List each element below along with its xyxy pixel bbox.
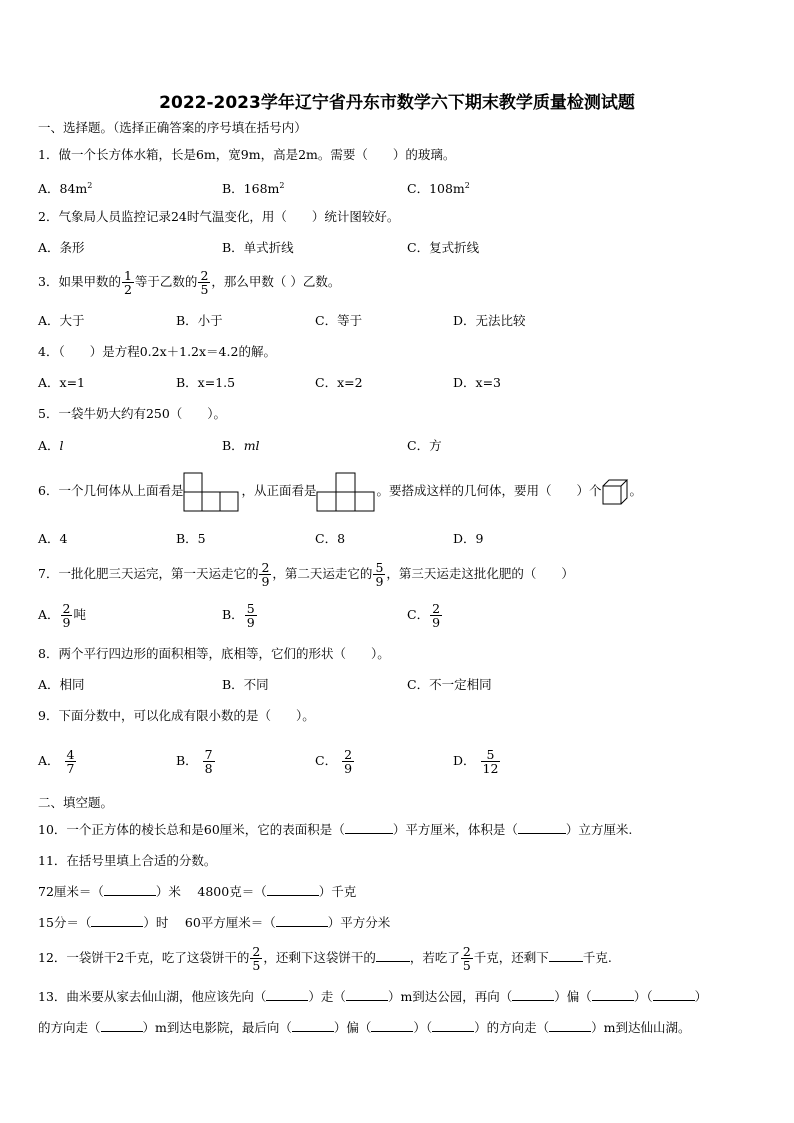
q4-option-d: D．x=3 — [453, 375, 501, 390]
q12-blank-2[interactable] — [549, 949, 583, 962]
q1-option-b — [222, 177, 285, 198]
q7-c-den: 9 — [432, 615, 441, 630]
q7-c-num: 2 — [432, 601, 441, 616]
question-12 — [38, 943, 612, 973]
q11-l2b: ）时 60平方厘米＝（ — [143, 915, 276, 930]
question-13-line-2 — [38, 1019, 691, 1037]
q13-l2f: ）m到达仙山湖。 — [591, 1020, 691, 1035]
q7-c-pre: C． — [407, 607, 430, 622]
q13-blank-7[interactable] — [292, 1019, 334, 1032]
cube-icon — [602, 479, 630, 505]
q1-option-b-text: B．168m — [222, 181, 280, 197]
q13-l1c: ）m到达公园，再向（ — [387, 989, 513, 1004]
q9-a-fraction — [65, 748, 77, 775]
q9-b-den: 8 — [204, 761, 213, 776]
q7-option-c — [407, 600, 443, 630]
q2-option-a: A．条形 — [38, 240, 85, 255]
q6-mid: ，从正面看是 — [241, 483, 317, 498]
question-10 — [38, 821, 632, 839]
q1-option-a — [38, 177, 92, 198]
q13-l1b: ）走（ — [308, 989, 346, 1004]
question-9: 9．下面分数中，可以化成有限小数的是（ ）。 — [38, 708, 315, 723]
q12-mid2: ，若吃了 — [409, 950, 460, 965]
q5-option-c: C．方 — [407, 438, 442, 453]
q3-f2-num: 2 — [200, 268, 209, 283]
q1-option-a-sup: 2 — [87, 181, 93, 190]
question-4: 4．（ ）是方程0.2x＋1.2x＝4.2的解。 — [38, 344, 276, 359]
q9-b-fraction — [203, 748, 215, 775]
q12-f1-num: 2 — [252, 944, 261, 959]
q7-b-pre: B． — [222, 607, 244, 622]
q8-option-a: A．相同 — [38, 677, 85, 692]
q11-l1b: ）米 4800克＝（ — [155, 884, 267, 899]
question-2: 2．气象局人员监控记录24时气温变化，用（ ）统计图较好。 — [38, 209, 400, 224]
q5-a-unit: l — [59, 438, 64, 453]
q3-mid: 等于乙数的 — [134, 274, 198, 289]
q12-f2-den: 5 — [462, 958, 471, 973]
q7-a-unit: 吨 — [73, 607, 86, 622]
q3-post: ，那么甲数（ ）乙数。 — [211, 274, 341, 289]
q1-option-c-text: C．108m — [407, 181, 465, 197]
q13-l2a: 的方向走（ — [38, 1020, 101, 1035]
q4-option-b: B．x=1.5 — [176, 375, 236, 390]
q3-f2-den: 5 — [200, 282, 209, 297]
q11-line-2 — [38, 914, 390, 932]
q7-option-b — [222, 600, 258, 630]
q9-d-fraction — [481, 748, 501, 775]
q7-mid: ，第二天运走它的 — [272, 566, 373, 581]
q12-fraction-2 — [461, 945, 473, 972]
q11-l1c: ）千克 — [318, 884, 357, 899]
front-view-figure — [316, 472, 376, 512]
q12-post: 千克. — [582, 950, 612, 965]
q12-blank-1[interactable] — [376, 949, 410, 962]
q9-b-pre: B． — [176, 753, 198, 768]
q13-blank-8[interactable] — [371, 1019, 413, 1032]
q13-blank-9[interactable] — [432, 1019, 474, 1032]
q3-fraction-2 — [198, 269, 210, 296]
q13-l2b: ）m到达电影院，最后向（ — [142, 1020, 292, 1035]
q13-l1f: ） — [694, 989, 708, 1004]
q5-option-a — [38, 437, 64, 455]
q7-c-fraction — [430, 602, 442, 629]
q3-option-d: D．无法比较 — [453, 313, 526, 328]
q6-end: 。 — [629, 483, 643, 498]
question-5: 5．一袋牛奶大约有250（ ）。 — [38, 406, 227, 421]
q6-post: 。要搭成这样的几何体，要用（ ）个 — [376, 483, 602, 498]
q5-b-unit: ml — [243, 438, 260, 453]
q13-blank-10[interactable] — [549, 1019, 591, 1032]
q13-l1d: ）偏（ — [554, 989, 592, 1004]
q12-mid: ，还剩下这袋饼干的 — [263, 950, 376, 965]
q12-pre: 12．一袋饼干2千克，吃了这袋饼干的 — [38, 950, 250, 965]
q7-f1-den: 9 — [261, 574, 270, 589]
q9-option-a — [38, 746, 77, 776]
q11-blank-2[interactable] — [267, 883, 319, 896]
q5-option-b — [222, 437, 260, 455]
q8-option-c: C．不一定相同 — [407, 677, 492, 692]
q13-l2d: ）（ — [413, 1020, 433, 1035]
q11-line-1 — [38, 883, 356, 901]
q3-pre: 3．如果甲数的 — [38, 274, 121, 289]
q11-blank-4[interactable] — [276, 914, 328, 927]
question-8: 8．两个平行四边形的面积相等，底相等，它们的形状（ ）。 — [38, 646, 390, 661]
q7-post: ，第三天运走这批化肥的（ ） — [386, 566, 574, 581]
q7-fraction-2 — [373, 561, 385, 588]
q13-l1a: 13．曲米要从家去仙山湖，他应该先向（ — [38, 989, 267, 1004]
q11-l1a: 72厘米＝（ — [38, 884, 104, 899]
q3-option-b: B．小于 — [176, 313, 223, 328]
q8-option-b: B．不同 — [222, 677, 269, 692]
q1-option-b-sup: 2 — [279, 181, 285, 190]
q9-c-fraction — [342, 748, 354, 775]
q13-l1e: ）（ — [633, 989, 653, 1004]
section-2-heading: 二、填空题。 — [38, 795, 114, 810]
q10-pre: 10．一个正方体的棱长总和是60厘米，它的表面积是（ — [38, 822, 345, 837]
question-13-line-1 — [38, 988, 707, 1006]
q9-a-den: 7 — [66, 761, 75, 776]
question-1: 1．做一个长方体水箱，长是6m，宽9m，高是2m。需要（ ）的玻璃。 — [38, 147, 456, 162]
q11-l2a: 15分＝（ — [38, 915, 92, 930]
q13-l2c: ）偏（ — [333, 1020, 372, 1035]
q13-blank-3[interactable] — [512, 988, 554, 1001]
q9-d-num: 5 — [481, 748, 501, 762]
q7-b-fraction — [245, 602, 257, 629]
q5-a-pre: A． — [38, 438, 60, 453]
q7-b-den: 9 — [246, 615, 255, 630]
q10-mid: ）平方厘米，体积是（ — [392, 822, 518, 837]
q1-option-c-sup: 2 — [464, 181, 470, 190]
q6-option-b: B．5 — [176, 531, 206, 546]
q3-f1-num: 1 — [123, 268, 132, 283]
q13-blank-5[interactable] — [653, 988, 695, 1001]
q4-option-a: A．x=1 — [38, 375, 86, 390]
q9-a-pre: A． — [38, 753, 60, 768]
page-title: 2022-2023学年辽宁省丹东市数学六下期末教学质量检测试题 — [159, 93, 635, 113]
q11-l2c: ）平方分米 — [327, 915, 391, 930]
question-11: 11．在括号里填上合适的分数。 — [38, 853, 217, 868]
q3-option-a: A．大于 — [38, 313, 85, 328]
q10-post: ）立方厘米. — [565, 822, 633, 837]
q7-a-den: 9 — [62, 615, 71, 630]
q7-a-fraction — [61, 602, 73, 629]
q6-pre: 6．一个几何体从上面看是 — [38, 483, 184, 498]
q6-option-d: D．9 — [453, 531, 484, 546]
question-6 — [38, 470, 642, 512]
question-7 — [38, 559, 574, 589]
q9-c-num: 2 — [344, 747, 353, 762]
q11-blank-1[interactable] — [104, 883, 156, 896]
q3-fraction-1 — [122, 269, 134, 296]
q7-pre: 7．一批化肥三天运完，第一天运走它的 — [38, 566, 259, 581]
q2-option-c: C．复式折线 — [407, 240, 480, 255]
top-view-figure — [183, 472, 241, 512]
q7-option-a — [38, 600, 86, 630]
q13-blank-4[interactable] — [592, 988, 634, 1001]
q10-blank-area[interactable] — [345, 821, 393, 834]
q4-option-c: C．x=2 — [315, 375, 363, 390]
q11-blank-3[interactable] — [91, 914, 143, 927]
q3-option-c: C．等于 — [315, 313, 363, 328]
q3-f1-den: 2 — [123, 282, 132, 297]
q13-blank-6[interactable] — [101, 1019, 143, 1032]
q10-blank-volume[interactable] — [518, 821, 566, 834]
q9-option-b — [176, 746, 216, 776]
q9-c-den: 9 — [344, 761, 353, 776]
q7-a-pre: A． — [38, 607, 60, 622]
q12-fraction-1 — [250, 945, 262, 972]
q9-b-num: 7 — [204, 747, 213, 762]
q1-option-a-text: A．84m — [38, 181, 88, 197]
q12-mid3: 千克，还剩下 — [473, 950, 549, 965]
q7-f2-den: 9 — [375, 574, 384, 589]
q6-option-a: A．4 — [38, 531, 68, 546]
q6-option-c: C．8 — [315, 531, 346, 546]
q12-f1-den: 5 — [252, 958, 261, 973]
q9-d-pre: D． — [453, 753, 476, 768]
q1-option-c — [407, 177, 470, 198]
q9-d-den: 12 — [482, 761, 499, 776]
q7-f2-num: 5 — [375, 560, 384, 575]
section-1-heading: 一、选择题。（选择正确答案的序号填在括号内） — [38, 120, 307, 135]
q13-l2e: ）的方向走（ — [474, 1020, 550, 1035]
q9-a-num: 4 — [66, 747, 75, 762]
q2-option-b: B．单式折线 — [222, 240, 294, 255]
q12-f2-num: 2 — [462, 944, 471, 959]
q7-f1-num: 2 — [261, 560, 270, 575]
q7-fraction-1 — [259, 561, 271, 588]
q5-b-pre: B． — [222, 438, 244, 453]
q7-b-num: 5 — [246, 601, 255, 616]
q13-blank-2[interactable] — [346, 988, 388, 1001]
q13-blank-1[interactable] — [266, 988, 308, 1001]
q9-c-pre: C． — [315, 753, 338, 768]
question-3 — [38, 267, 340, 297]
q9-option-d — [453, 746, 501, 776]
q9-option-c — [315, 746, 355, 776]
q7-a-num: 2 — [62, 601, 71, 616]
